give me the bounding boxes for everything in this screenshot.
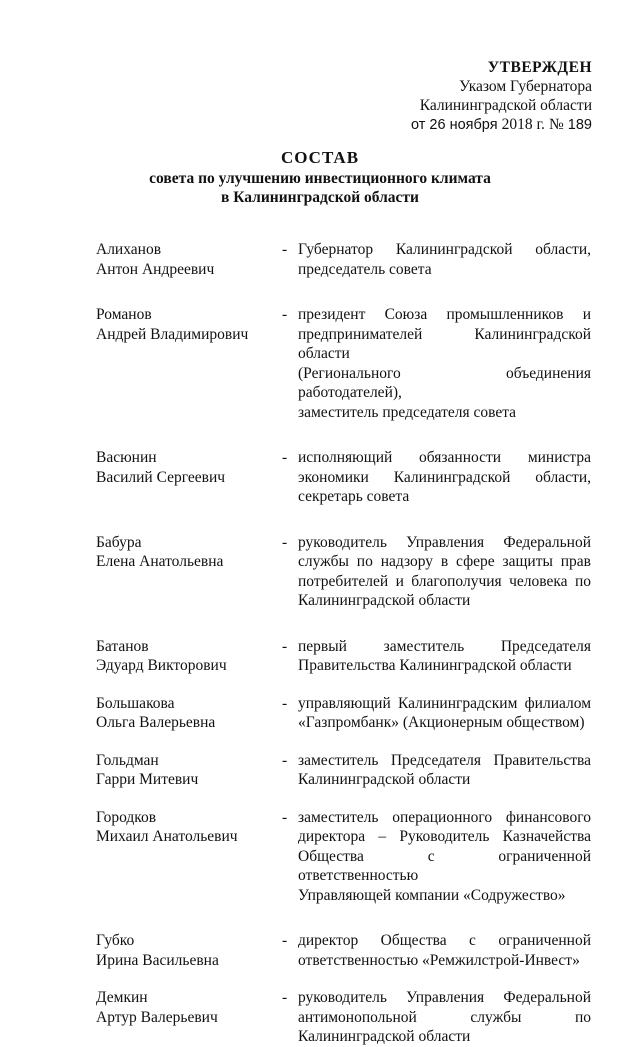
- member-name: [96, 448, 282, 507]
- decree-number: 189: [567, 117, 592, 133]
- title-main: СОСТАВ: [280, 148, 360, 167]
- member-name: [96, 305, 282, 422]
- member-row: [96, 637, 591, 676]
- member-surname: Губко: [96, 932, 135, 949]
- member-row: [96, 305, 591, 422]
- member-name: [96, 808, 282, 906]
- member-name: [96, 931, 282, 970]
- member-dash: -: [282, 306, 288, 323]
- member-name: [96, 240, 282, 279]
- approval-line-1: Указом Губернатора: [459, 78, 592, 95]
- member-role-line: службы по надзору в сфере защиты прав: [298, 553, 591, 570]
- date-year: 2018 г.: [501, 116, 545, 133]
- member-surname: Батанов: [96, 637, 149, 655]
- member-surname: Гольдман: [96, 751, 159, 769]
- member-row: [96, 751, 591, 790]
- member-dash: -: [282, 694, 288, 712]
- member-dash: -: [282, 989, 288, 1006]
- member-role-line: предпринимателей Калининградской области: [298, 325, 591, 362]
- member-role-line: Общества с ограниченной ответственностью: [298, 847, 591, 884]
- member-role-line: Губернатор Калининградской области,: [298, 241, 591, 258]
- members-list: [96, 220, 591, 1047]
- member-given-names: Гарри Митевич: [96, 771, 199, 788]
- number-sign: №: [548, 116, 564, 133]
- member-dash: -: [282, 637, 288, 655]
- member-dash: -: [282, 808, 288, 826]
- member-given-names: Антон Андреевич: [96, 260, 215, 278]
- date-prefix: от: [410, 117, 426, 133]
- member-given-names: Елена Анатольевна: [96, 553, 224, 570]
- member-role-line: директора – Руководитель Казначейства: [298, 828, 591, 845]
- member-role-line: директор Общества с ограниченной: [298, 932, 591, 949]
- member-role-line: Правительства Калининградской области: [298, 657, 572, 674]
- member-role: [298, 751, 591, 790]
- member-role-line: председатель совета: [298, 260, 432, 278]
- member-name: [96, 533, 282, 611]
- member-row: [96, 694, 591, 733]
- member-role-line: Калининградской области: [298, 771, 471, 788]
- member-role-line: первый заместитель Председателя: [298, 637, 591, 655]
- member-given-names: Михаил Анатольевич: [96, 828, 238, 845]
- member-given-names: Василий Сергеевич: [96, 468, 226, 486]
- approval-date-line: [352, 115, 592, 135]
- member-role-line: секретарь совета: [298, 488, 410, 505]
- member-name: [96, 637, 282, 676]
- member-role-line: (Регионального объединения работодателей),: [298, 364, 591, 401]
- member-surname: Большакова: [96, 694, 175, 712]
- document-title: [0, 147, 640, 207]
- member-role: [298, 448, 591, 507]
- member-dash: -: [282, 449, 288, 466]
- member-role-line: управляющий Калининградским филиалом: [298, 694, 591, 712]
- member-surname: Васюнин: [96, 449, 157, 466]
- member-given-names: Артур Валерьевич: [96, 1008, 218, 1026]
- member-role-line: руководитель Управления Федеральной: [298, 989, 591, 1006]
- member-row: [96, 448, 591, 507]
- member-role-line: антимонопольной службы по: [298, 1008, 591, 1026]
- member-role: [298, 694, 591, 733]
- member-role-line: заместитель председателя совета: [298, 403, 517, 421]
- title-line-1: совета по улучшению инвестиционного климата: [149, 170, 491, 187]
- member-role: [298, 808, 591, 906]
- member-role-line: заместитель Председателя Правительства: [298, 751, 591, 769]
- member-dash: -: [282, 932, 288, 949]
- member-surname: Городков: [96, 808, 157, 826]
- member-role: [298, 637, 591, 676]
- member-role-line: исполняющий обязанности министра: [298, 449, 591, 466]
- member-role: [298, 931, 591, 970]
- member-row: [96, 533, 591, 611]
- title-line-2: в Калининградской области: [221, 189, 419, 206]
- member-name: [96, 694, 282, 733]
- approval-line-2: Калининградской области: [419, 97, 592, 114]
- member-role-line: экономики Калининградской области,: [298, 468, 591, 486]
- member-row: [96, 240, 591, 279]
- member-role: [298, 988, 591, 1047]
- member-role-line: «Газпромбанк» (Акционерным обществом): [298, 714, 585, 731]
- member-given-names: Эдуард Викторович: [96, 657, 227, 674]
- member-role-line: Калининградской области: [298, 592, 471, 609]
- member-given-names: Ирина Васильевна: [96, 951, 219, 969]
- member-role-line: потребителей и благополучия человека по: [298, 572, 591, 590]
- member-row: [96, 988, 591, 1047]
- member-given-names: Ольга Валерьевна: [96, 714, 216, 731]
- member-role-line: президент Союза промышленников и: [298, 306, 591, 323]
- member-role: [298, 305, 591, 422]
- member-surname: Бабура: [96, 533, 142, 551]
- member-role: [298, 533, 591, 611]
- member-role-line: Калининградской области: [298, 1028, 471, 1045]
- member-given-names: Андрей Владимирович: [96, 325, 249, 343]
- member-role: [298, 240, 591, 279]
- member-dash: -: [282, 533, 288, 551]
- approval-block: [352, 58, 592, 135]
- member-role-line: заместитель операционного финансового: [298, 808, 591, 826]
- member-dash: -: [282, 751, 288, 769]
- member-row: [96, 808, 591, 906]
- member-name: [96, 751, 282, 790]
- member-role-line: Управляющей компании «Содружество»: [298, 886, 566, 904]
- member-name: [96, 988, 282, 1047]
- date-day-month: 26 ноября: [429, 117, 498, 133]
- member-role-line: ответственностью «Ремжилстрой-Инвест»: [298, 951, 580, 969]
- member-role-line: руководитель Управления Федеральной: [298, 533, 591, 551]
- member-row: [96, 931, 591, 970]
- member-surname: Демкин: [96, 989, 148, 1006]
- member-dash: -: [282, 241, 288, 258]
- approval-heading: УТВЕРЖДЕН: [487, 59, 592, 76]
- member-surname: Романов: [96, 306, 152, 323]
- member-surname: Алиханов: [96, 241, 162, 258]
